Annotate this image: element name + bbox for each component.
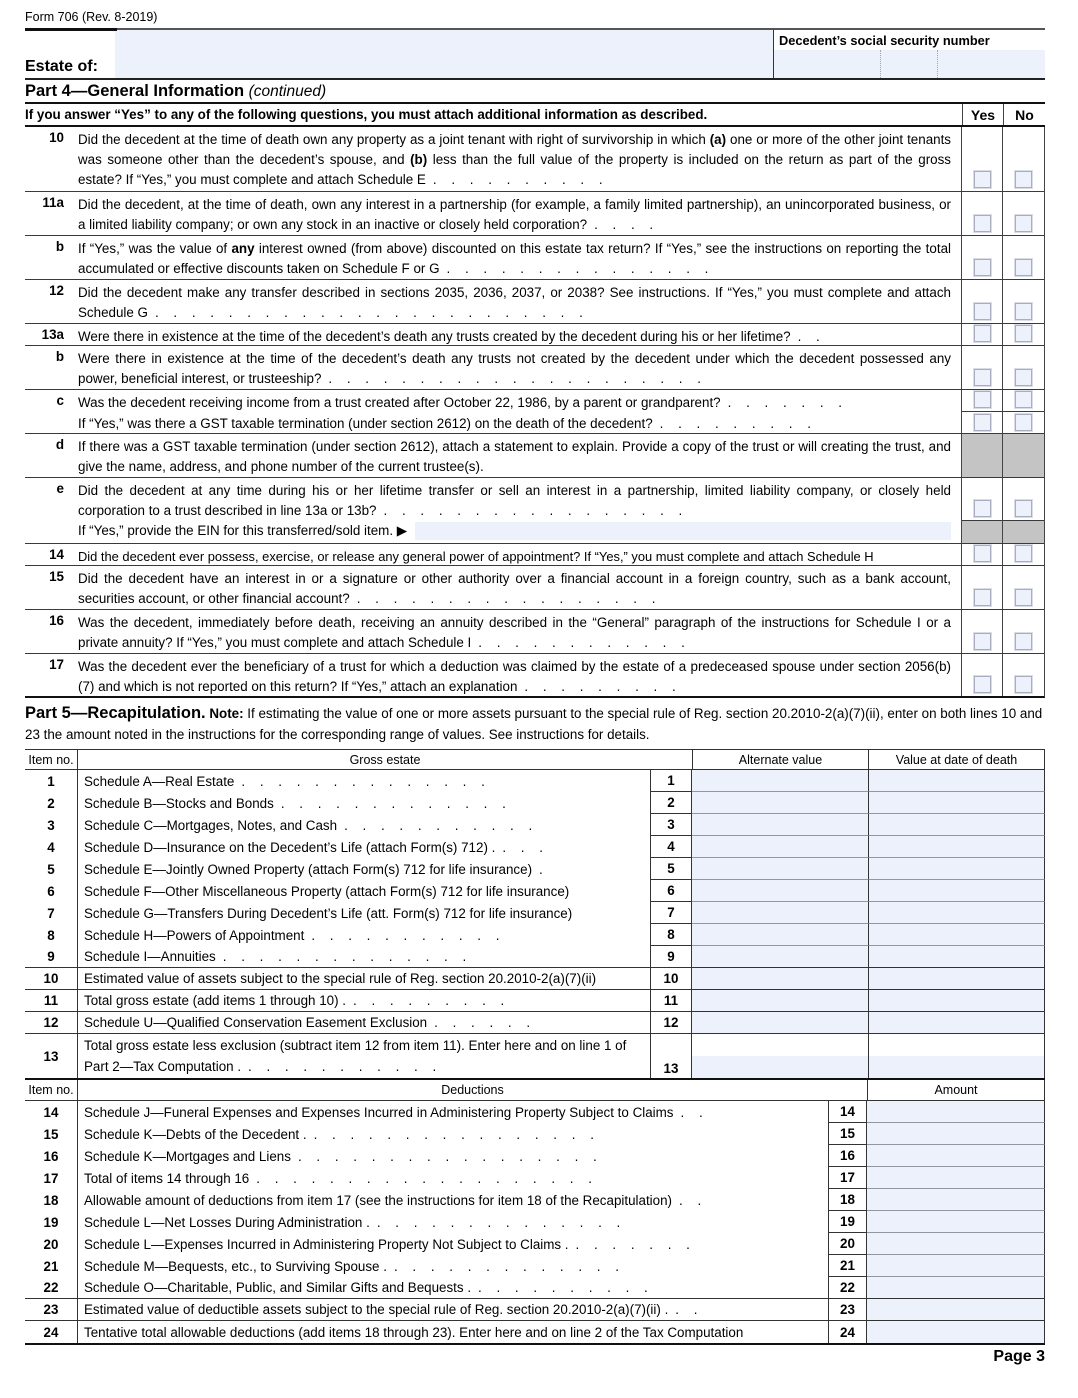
alt-value-input-13[interactable] (692, 1034, 868, 1078)
item-no: 13 (25, 1034, 78, 1078)
line-no: 5 (650, 858, 692, 880)
gross-estate-table (25, 749, 1045, 1080)
deduction-row-22 (25, 1277, 1045, 1299)
item-no-header: Item no. (25, 750, 78, 769)
dot-leader: . . . . . . . . . . . (311, 927, 500, 943)
q13a-no-checkbox[interactable] (1015, 325, 1032, 342)
ein-input[interactable] (415, 522, 951, 540)
question-13c-lines (78, 390, 961, 433)
dot-leader: . . . . . . . . . . . . . . (241, 773, 485, 789)
row-label: Schedule U—Qualified Conservation Easement Exclusion (84, 1015, 428, 1030)
deduction-row-24 (25, 1321, 1045, 1343)
line-no: 14 (828, 1101, 867, 1123)
item-no: 6 (25, 880, 78, 902)
alt-value-input-11[interactable] (692, 990, 868, 1011)
page-number: Page 3 (993, 1348, 1045, 1365)
alternate-value-header: Alternate value (692, 750, 868, 769)
part5-heading (25, 698, 1045, 749)
question-number: 11a (42, 195, 64, 210)
line-no: 4 (650, 836, 692, 858)
item-no: 5 (25, 858, 78, 880)
dot-leader: . . . . . . . (575, 1236, 690, 1252)
q14-yes-checkbox[interactable] (974, 545, 991, 562)
question-11a (25, 192, 1045, 236)
q16-no-checkbox[interactable] (1015, 633, 1032, 650)
question-text: Did the decedent, at the time of death, own any interest in a partnership (for example, a family limited partnership), an unincorporated business, or a limited liability company; or own any stock in an inactive or closely held corporation? . . . . (78, 197, 951, 232)
row-label: Total gross estate less exclusion (subtract item 12 from item 11). Enter here and on line 1 of Part 2—Tax Computation . (84, 1038, 627, 1074)
gross-row-12 (25, 1012, 1045, 1034)
dot-leader: . . (675, 1302, 698, 1317)
deduction-row-17 (25, 1167, 1045, 1189)
line-no: 11 (650, 990, 692, 1011)
row-label: Estimated value of assets subject to the special rule of Reg. section 20.2010-2(a)(7)(ii) (84, 971, 597, 986)
line-no: 10 (650, 968, 692, 989)
question-text: Did the decedent make any transfer described in sections 2035, 2036, 2037, or 2038? See instructions. If “Yes,” you must complete and attach Schedule G . . . . . . . . . . . . . . . . . . . . . . . . (78, 285, 951, 320)
no-column-header: No (1003, 104, 1045, 125)
row-label: Schedule L—Net Losses During Administration . (84, 1214, 370, 1230)
row-label: Schedule L—Expenses Incurred in Administering Property Not Subject to Claims . (84, 1236, 569, 1252)
item-no: 22 (25, 1277, 78, 1298)
amount-header: Amount (867, 1080, 1045, 1100)
q17-no-checkbox[interactable] (1015, 676, 1032, 693)
amount-input-20[interactable] (867, 1233, 1045, 1255)
gross-row-8 (25, 924, 1045, 946)
q12-yes-checkbox[interactable] (974, 303, 991, 320)
q13c-gst-yes-checkbox[interactable] (974, 414, 991, 431)
estate-of-label: Estate of: (25, 58, 98, 75)
item-no: 7 (25, 902, 78, 924)
question-17 (25, 654, 1045, 698)
q15-no-checkbox[interactable] (1015, 589, 1032, 606)
amount-input-24[interactable] (867, 1321, 1045, 1343)
line-no: 15 (828, 1123, 867, 1145)
gross-row-7 (25, 902, 1045, 924)
q13b-yes-checkbox[interactable] (974, 369, 991, 386)
death-value-input-4[interactable] (868, 836, 1045, 858)
question-number: 12 (49, 283, 64, 298)
q13b-no-checkbox[interactable] (1015, 369, 1032, 386)
estate-of-input[interactable] (115, 30, 773, 78)
ssn-input[interactable] (774, 50, 1045, 78)
question-13d (25, 434, 1045, 478)
q11b-yes-checkbox[interactable] (974, 259, 991, 276)
death-value-input-2[interactable] (868, 792, 1045, 814)
ssn-segment-1[interactable] (774, 50, 881, 78)
death-value-input-13[interactable] (868, 1034, 1045, 1078)
gross-row-1 (25, 770, 1045, 792)
row-label: Allowable amount of deductions from item 17 (see the instructions for item 18 of the Recapitulation) (84, 1192, 673, 1208)
row-label: Schedule A—Real Estate (84, 773, 235, 789)
item-no: 15 (25, 1123, 78, 1145)
dot-leader: . . . . . . . . . . . . . . . . . . . (256, 1170, 592, 1186)
q11a-no-checkbox[interactable] (1015, 215, 1032, 232)
line-no: 24 (828, 1321, 867, 1343)
dot-leader: . . . (502, 839, 543, 855)
item-no: 3 (25, 814, 78, 836)
part4-instruction: If you answer “Yes” to any of the following questions, you must attach additional information as described. (25, 107, 708, 122)
value-at-death-header: Value at date of death (868, 750, 1045, 769)
item-no: 24 (25, 1321, 78, 1343)
item-no: 18 (25, 1189, 78, 1211)
item-no: 4 (25, 836, 78, 858)
question-13e (25, 478, 1045, 544)
dot-leader: . . . . . . . . . . . . . (280, 795, 506, 811)
item-no: 20 (25, 1233, 78, 1255)
gross-row-6 (25, 880, 1045, 902)
question-text: Were there in existence at the time of the decedent’s death any trusts not created by the decedent under which the decedent possessed any power, beneficial interest, or trusteeship? . . . . . . . . . . . . . . . . . . . . . (78, 351, 951, 386)
line-no: 18 (828, 1189, 867, 1211)
gross-row-4 (25, 836, 1045, 858)
death-value-input-3[interactable] (868, 814, 1045, 836)
ssn-box (773, 30, 1045, 78)
question-text: If there was a GST taxable termination (under section 2612), attach a statement to explain. Provide a copy of the trust or will creating the trust, and give the name, address, and phone number of the current trustee(s). (78, 439, 951, 474)
ein-prompt: If “Yes,” provide the EIN for this transferred/sold item. ▶ (78, 523, 408, 538)
gross-row-11 (25, 990, 1045, 1012)
part4-title-text: Part 4—General Information (25, 82, 245, 100)
question-number: b (55, 349, 64, 364)
death-value-input-1[interactable] (868, 770, 1045, 792)
question-14 (25, 544, 1045, 566)
deduction-row-16 (25, 1145, 1045, 1167)
q13e-yes-checkbox[interactable] (974, 500, 991, 517)
row-label: Schedule I—Annuities (84, 949, 216, 964)
alt-value-input-9[interactable] (692, 946, 868, 967)
row-label: Total of items 14 through 16 (84, 1170, 250, 1186)
item-no: 10 (25, 968, 78, 989)
form-id: Form 706 (Rev. 8-2019) (25, 10, 158, 24)
part4-instruction-row (25, 104, 1045, 127)
line-no: 16 (828, 1145, 867, 1167)
question-text: Was the decedent, immediately before death, receiving an annuity described in the “General” paragraph of the instructions for Schedule I or a private annuity? If “Yes,” you must complete and attach Schedule I . . . . . . . . . . . . (78, 615, 951, 650)
line-no: 3 (650, 814, 692, 836)
deduction-row-19 (25, 1211, 1045, 1233)
line-no: 2 (650, 792, 692, 814)
alt-value-input-7[interactable] (692, 902, 868, 924)
yes-column-header: Yes (962, 104, 1003, 125)
gross-row-13 (25, 1034, 1045, 1078)
line-no: 9 (650, 946, 692, 967)
item-no: 8 (25, 924, 78, 946)
ssn-segment-3[interactable] (938, 50, 1045, 78)
row-label: Schedule H—Powers of Appointment (84, 927, 305, 943)
row-label: Schedule M—Bequests, etc., to Surviving Spouse . (84, 1258, 387, 1274)
alt-value-input-8[interactable] (692, 924, 868, 946)
amount-input-16[interactable] (867, 1145, 1045, 1167)
question-text: Was the decedent ever the beneficiary of a trust for which a deduction was claimed by the estate of a predeceased spouse under section 2056(b)(7) and which is not reported on this return? If “Yes,” attach an explanation . . . . . . . . . (78, 659, 951, 694)
item-no: 19 (25, 1211, 78, 1233)
question-number: d (55, 437, 64, 452)
q16-yes-checkbox[interactable] (974, 633, 991, 650)
dot-leader: . . . . . . . . . . (478, 1280, 648, 1295)
alt-value-input-2[interactable] (692, 792, 868, 814)
deductions-header: Deductions (441, 1083, 504, 1097)
question-12 (25, 280, 1045, 324)
death-value-input-5[interactable] (868, 858, 1045, 880)
amount-input-19[interactable] (867, 1211, 1045, 1233)
question-number: 10 (49, 130, 64, 145)
amount-input-14[interactable] (867, 1101, 1045, 1123)
line-no: 19 (828, 1211, 867, 1233)
line-no: 20 (828, 1233, 867, 1255)
alt-value-input-1[interactable] (692, 770, 868, 792)
alt-value-input-12[interactable] (692, 1012, 868, 1033)
question-number: e (56, 481, 64, 496)
line-no: 8 (650, 924, 692, 946)
q11b-no-checkbox[interactable] (1015, 259, 1032, 276)
q12-no-checkbox[interactable] (1015, 303, 1032, 320)
question-15 (25, 566, 1045, 610)
shaded-no-cell (1003, 521, 1044, 543)
death-value-input-12[interactable] (868, 1012, 1045, 1033)
item-no: 16 (25, 1145, 78, 1167)
row-label: Estimated value of deductible assets subject to the special rule of Reg. section 20.2010-2(a)(7)(ii) . (84, 1302, 669, 1317)
line-no: 17 (828, 1167, 867, 1189)
amount-input-22[interactable] (867, 1277, 1045, 1298)
death-value-input-10[interactable] (868, 968, 1045, 989)
question-13e-lines (78, 478, 961, 543)
row-label: Total gross estate (add items 1 through 10) . (84, 993, 346, 1008)
question-13a (25, 324, 1045, 346)
question-text: Were there in existence at the time of the decedent’s death any trusts created by the decedent during his or her lifetime? . . (78, 329, 820, 344)
line-no: 22 (828, 1277, 867, 1298)
estate-of-cell (25, 30, 115, 78)
ein-line (78, 521, 961, 543)
estate-header-block (25, 28, 1045, 80)
q17-yes-checkbox[interactable] (974, 676, 991, 693)
item-no: 11 (25, 990, 78, 1011)
line-no: 13 (650, 1034, 692, 1078)
dot-leader: . . (679, 1192, 702, 1208)
q10-no-checkbox[interactable] (1015, 171, 1032, 188)
q14-no-checkbox[interactable] (1015, 545, 1032, 562)
question-text: If “Yes,” was there a GST taxable termination (under section 2612) on the death of the decedent? . . . . . . . . . (78, 416, 811, 431)
gross-estate-header-row (25, 749, 1045, 770)
part4-title (25, 80, 1045, 104)
item-no: 9 (25, 946, 78, 967)
deductions-header-row (25, 1080, 1045, 1101)
shaded-yes-cell (962, 434, 1002, 477)
amount-input-23[interactable] (867, 1299, 1045, 1320)
deduction-row-15 (25, 1123, 1045, 1145)
gross-row-3 (25, 814, 1045, 836)
death-value-input-7[interactable] (868, 902, 1045, 924)
item-no: 23 (25, 1299, 78, 1320)
death-value-input-9[interactable] (868, 946, 1045, 967)
dot-leader: . . . . . . . . . (353, 993, 505, 1008)
question-10 (25, 127, 1045, 192)
line-no: 23 (828, 1299, 867, 1320)
q13c-income-yes-checkbox[interactable] (974, 391, 991, 408)
part5-title: Part 5—Recapitulation. (25, 704, 206, 722)
item-no: 12 (25, 1012, 78, 1033)
amount-input-21[interactable] (867, 1255, 1045, 1277)
question-text: Did the decedent ever possess, exercise, or release any general power of appointment? If “Yes,” you must complete and attach Schedule H (78, 549, 874, 564)
row-label: Schedule K—Mortgages and Liens (84, 1148, 291, 1164)
item-no: 21 (25, 1255, 78, 1277)
part5-note-text: If estimating the value of one or more assets pursuant to the special rule of Reg. section 20.2010-2(a)(7)(ii), enter on both lines 10 and 23 the amount noted in the instructions for the corresponding range of values. See instructions for details. (25, 706, 1043, 742)
death-value-input-8[interactable] (868, 924, 1045, 946)
alt-value-input-4[interactable] (692, 836, 868, 858)
question-text: Did the decedent at the time of death own any property as a joint tenant with right of survivorship in which (a) one or more of the other joint tenants was someone other than the decedent’s spouse, and (b) less than the full value of the property is included on the return as part of the gross estate? If “Yes,” you must complete and attach Schedule E . . . . . . . . . . (78, 132, 951, 187)
question-11b (25, 236, 1045, 280)
question-number: 17 (49, 657, 64, 672)
row-label: Schedule J—Funeral Expenses and Expenses Incurred in Administering Property Subject to Claims (84, 1104, 674, 1120)
death-value-input-6[interactable] (868, 880, 1045, 902)
q11a-yes-checkbox[interactable] (974, 215, 991, 232)
line-no: 21 (828, 1255, 867, 1277)
amount-input-18[interactable] (867, 1189, 1045, 1211)
dot-leader: . (539, 861, 543, 877)
question-16 (25, 610, 1045, 654)
row-label: Schedule O—Charitable, Public, and Similar Gifts and Bequests . (84, 1280, 472, 1295)
dot-leader: . . . . . . . . . . . . . . (222, 949, 467, 964)
question-text: Did the decedent have an interest in or a signature or other authority over a financial account in a foreign country, such as a bank account, securities account, or other financial account? . . . . . . . . . . . . . . . . . (78, 571, 951, 606)
row-label: Schedule D—Insurance on the Decedent’s Life (attach Form(s) 712) . (84, 839, 496, 855)
alt-value-input-5[interactable] (692, 858, 868, 880)
question-text: Was the decedent receiving income from a trust created after October 22, 1986, by a parent or grandparent? . . . . . . . (78, 395, 842, 410)
q13e-no-checkbox[interactable] (1015, 500, 1032, 517)
row-label: Tentative total allowable deductions (add items 18 through 23). Enter here and on line 2 of the Tax Computation (84, 1324, 744, 1340)
line-no: 7 (650, 902, 692, 924)
alt-value-input-10[interactable] (692, 968, 868, 989)
line-no: 1 (650, 770, 692, 792)
dot-leader: . . . . . . . . . . . . . . (376, 1214, 621, 1230)
deduction-row-18 (25, 1189, 1045, 1211)
row-label: Schedule F—Other Miscellaneous Property (attach Form(s) 712 for life insurance) (84, 883, 570, 899)
question-text: Did the decedent at any time during his or her lifetime transfer or sell an interest in a partnership, limited liability company, or closely held corporation to a trust described in line 13a or 13b? . . . . . . . . . . . . . . . . . (78, 483, 951, 518)
item-no: 14 (25, 1101, 78, 1123)
item-no: 17 (25, 1167, 78, 1189)
row-label: Schedule G—Transfers During Decedent’s Life (att. Form(s) 712 for life insurance) (84, 905, 573, 921)
question-number: c (56, 393, 64, 408)
part4-title-continued: (continued) (248, 83, 327, 100)
q13c-gst-no-checkbox[interactable] (1015, 414, 1032, 431)
item-no: 2 (25, 792, 78, 814)
gross-row-5 (25, 858, 1045, 880)
q13a-yes-checkbox[interactable] (974, 325, 991, 342)
question-number: 16 (49, 613, 64, 628)
death-value-input-11[interactable] (868, 990, 1045, 1011)
line-no: 6 (650, 880, 692, 902)
dot-leader: . . . . . . . . . . . (344, 817, 533, 833)
gross-estate-header: Gross estate (349, 752, 421, 767)
question-13c (25, 390, 1045, 434)
row-label: Schedule K—Debts of the Decedent . (84, 1126, 307, 1142)
gross-row-10 (25, 968, 1045, 990)
part5-note-label: Note: (209, 706, 244, 721)
dot-leader: . . . . . . . . . . . . . . . . . (297, 1148, 597, 1164)
row-label: Schedule E—Jointly Owned Property (attach Form(s) 712 for life insurance) (84, 861, 533, 877)
question-number: b (55, 239, 64, 254)
dot-leader: . . . . . . . . . . . (248, 1059, 437, 1074)
row-label: Schedule B—Stocks and Bonds (84, 795, 274, 811)
deduction-row-23 (25, 1299, 1045, 1321)
question-text: If “Yes,” was the value of any interest owned (from above) discounted on this estate tax return? If “Yes,” see the instructions on reporting the total accumulated or effective discounts taken on Schedule F or G . . . . . . . . . . . . . . . (78, 241, 951, 276)
ssn-segment-2[interactable] (881, 50, 938, 78)
deductions-table (25, 1080, 1045, 1345)
question-number: 13a (41, 327, 64, 342)
q13c-income-no-checkbox[interactable] (1015, 391, 1032, 408)
item-no-header: Item no. (25, 1080, 78, 1100)
shaded-no-cell (1003, 434, 1044, 477)
deduction-row-20 (25, 1233, 1045, 1255)
question-number: 15 (49, 569, 64, 584)
deduction-row-14 (25, 1101, 1045, 1123)
dot-leader: . . . . . . . . . . . . . . . . (313, 1126, 594, 1142)
question-13b (25, 346, 1045, 390)
shaded-yes-cell (962, 521, 1002, 543)
deduction-row-21 (25, 1255, 1045, 1277)
ssn-label: Decedent’s social security number (779, 33, 990, 48)
dot-leader: . . . . . . (434, 1015, 531, 1030)
gross-row-9 (25, 946, 1045, 968)
item-no: 1 (25, 770, 78, 792)
question-number: 14 (49, 547, 64, 562)
q15-yes-checkbox[interactable] (974, 589, 991, 606)
gross-row-2 (25, 792, 1045, 814)
row-label: Schedule C—Mortgages, Notes, and Cash (84, 817, 338, 833)
amount-input-15[interactable] (867, 1123, 1045, 1145)
q10-yes-checkbox[interactable] (974, 171, 991, 188)
line-no: 12 (650, 1012, 692, 1033)
amount-input-17[interactable] (867, 1167, 1045, 1189)
alt-value-input-3[interactable] (692, 814, 868, 836)
dot-leader: . . (680, 1104, 703, 1120)
alt-value-input-6[interactable] (692, 880, 868, 902)
dot-leader: . . . . . . . . . . . . . (393, 1258, 619, 1274)
